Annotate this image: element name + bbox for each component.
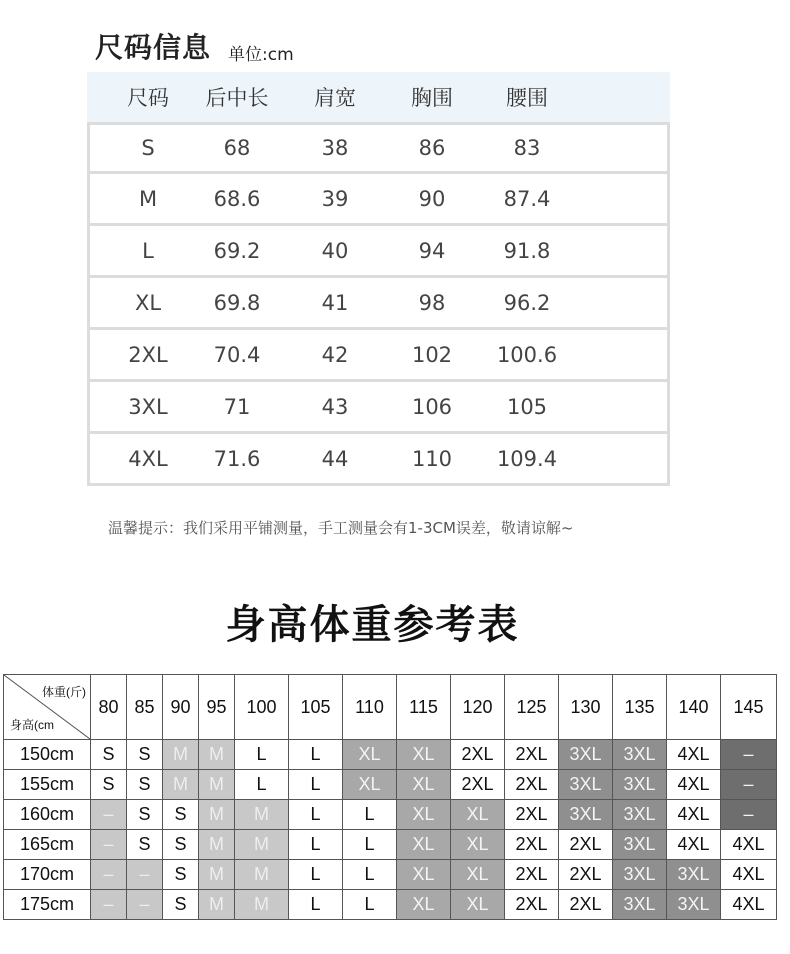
size-recommendation-cell: – (91, 800, 127, 830)
weight-header-cell: 140 (667, 675, 721, 740)
size-recommendation-cell: L (289, 770, 343, 800)
weight-header-cell: 105 (289, 675, 343, 740)
size-recommendation-cell: 4XL (667, 770, 721, 800)
size-info-unit: 单位:cm (228, 45, 294, 65)
size-recommendation-cell: XL (397, 890, 451, 920)
size-cell: 43 (321, 394, 349, 419)
size-recommendation-cell: – (91, 830, 127, 860)
height-cell: 170cm (4, 860, 91, 890)
size-recommendation-cell: L (289, 830, 343, 860)
weight-header-cell: 95 (199, 675, 235, 740)
size-recommendation-cell: XL (451, 860, 505, 890)
size-recommendation-cell: XL (397, 860, 451, 890)
height-weight-table (3, 674, 777, 920)
size-recommendation-cell: M (199, 800, 235, 830)
size-recommendation-cell: S (91, 770, 127, 800)
size-recommendation-cell: S (91, 740, 127, 770)
weight-header-cell: 130 (559, 675, 613, 740)
size-row (87, 278, 670, 330)
size-recommendation-cell: M (235, 800, 289, 830)
size-cell: 38 (321, 136, 349, 160)
size-recommendation-cell: M (199, 890, 235, 920)
size-recommendation-cell: L (289, 890, 343, 920)
size-cell: L (142, 238, 154, 263)
size-recommendation-cell: – (721, 770, 777, 800)
size-recommendation-cell: S (127, 740, 163, 770)
size-recommendation-cell: 3XL (667, 860, 721, 890)
size-cell: 98 (418, 290, 446, 315)
size-recommendation-cell: 2XL (559, 860, 613, 890)
size-row (87, 434, 670, 486)
size-cell: 83 (513, 136, 541, 160)
weight-header-cell: 110 (343, 675, 397, 740)
size-cell: S (141, 136, 155, 160)
height-row (4, 770, 777, 800)
size-cell: 3XL (128, 394, 168, 419)
size-recommendation-cell: 4XL (667, 740, 721, 770)
size-cell: 71.6 (213, 446, 261, 471)
weight-header-cell: 100 (235, 675, 289, 740)
size-row (87, 382, 670, 434)
size-recommendation-cell: 2XL (451, 770, 505, 800)
size-recommendation-cell: 2XL (559, 830, 613, 860)
size-recommendation-cell: L (235, 740, 289, 770)
height-row (4, 800, 777, 830)
height-row (4, 890, 777, 920)
size-recommendation-cell: L (343, 830, 397, 860)
size-recommendation-cell: S (163, 860, 199, 890)
size-recommendation-cell: 4XL (721, 860, 777, 890)
size-cell: 70.4 (213, 342, 261, 367)
size-recommendation-cell: 4XL (667, 800, 721, 830)
size-recommendation-cell: L (343, 860, 397, 890)
size-row (87, 226, 670, 278)
size-header-cell: 尺码 (127, 86, 169, 110)
size-recommendation-cell: L (289, 860, 343, 890)
size-recommendation-cell: XL (343, 770, 397, 800)
weight-header-cell: 90 (163, 675, 199, 740)
size-recommendation-cell: XL (397, 830, 451, 860)
size-recommendation-cell: 3XL (559, 770, 613, 800)
size-table-header (87, 72, 670, 122)
size-recommendation-cell: – (127, 890, 163, 920)
size-recommendation-cell: XL (451, 830, 505, 860)
size-table (87, 72, 670, 486)
size-cell: 106 (411, 394, 453, 419)
height-cell: 155cm (4, 770, 91, 800)
weight-header-cell: 145 (721, 675, 777, 740)
size-recommendation-cell: 2XL (505, 890, 559, 920)
size-recommendation-cell: 2XL (505, 770, 559, 800)
size-recommendation-cell: L (289, 740, 343, 770)
size-cell: 102 (411, 342, 453, 367)
size-recommendation-cell: 2XL (505, 740, 559, 770)
size-recommendation-cell: 3XL (613, 860, 667, 890)
size-recommendation-cell: S (127, 800, 163, 830)
size-recommendation-cell: – (721, 740, 777, 770)
reference-title: 身高体重参考表 (225, 602, 520, 648)
size-recommendation-cell: M (235, 890, 289, 920)
size-recommendation-cell: 2XL (559, 890, 613, 920)
size-cell: 91.8 (503, 238, 551, 263)
size-cell: 2XL (128, 342, 168, 367)
size-cell: 41 (321, 290, 349, 315)
size-cell: M (138, 186, 158, 211)
height-row (4, 740, 777, 770)
size-cell: 87.4 (503, 186, 551, 211)
size-recommendation-cell: 2XL (505, 830, 559, 860)
size-recommendation-cell: S (127, 830, 163, 860)
size-row (87, 174, 670, 226)
size-recommendation-cell: 3XL (559, 800, 613, 830)
height-cell: 175cm (4, 890, 91, 920)
height-cell: 160cm (4, 800, 91, 830)
size-header-cell: 腰围 (506, 86, 548, 110)
weight-header-cell: 120 (451, 675, 505, 740)
size-recommendation-cell: XL (451, 800, 505, 830)
size-header-cell: 肩宽 (314, 86, 356, 110)
size-cell: 105 (506, 394, 548, 419)
size-cell: 44 (321, 446, 349, 471)
size-recommendation-cell: 2XL (451, 740, 505, 770)
size-recommendation-cell: XL (397, 740, 451, 770)
size-cell: 94 (418, 238, 446, 263)
height-cell: 150cm (4, 740, 91, 770)
size-cell: 69.8 (213, 290, 261, 315)
size-cell: 69.2 (213, 238, 261, 263)
weight-header-cell: 85 (127, 675, 163, 740)
size-recommendation-cell: M (199, 860, 235, 890)
size-cell: 109.4 (496, 446, 558, 471)
weight-header-cell: 125 (505, 675, 559, 740)
size-cell: 68.6 (213, 186, 261, 211)
size-recommendation-cell: – (127, 860, 163, 890)
size-recommendation-cell: XL (397, 770, 451, 800)
weight-header-cell: 80 (91, 675, 127, 740)
size-info-title: 尺码信息 (95, 31, 212, 64)
corner-header (4, 675, 91, 740)
size-cell: 39 (321, 186, 349, 211)
size-cell: 90 (418, 186, 446, 211)
size-recommendation-cell: 3XL (667, 890, 721, 920)
size-recommendation-cell: 3XL (613, 830, 667, 860)
size-recommendation-cell: 3XL (613, 770, 667, 800)
size-recommendation-cell: XL (397, 800, 451, 830)
size-recommendation-cell: 2XL (505, 860, 559, 890)
size-recommendation-cell: M (235, 830, 289, 860)
size-recommendation-cell: L (235, 770, 289, 800)
size-recommendation-cell: M (163, 770, 199, 800)
size-recommendation-cell: 2XL (505, 800, 559, 830)
size-recommendation-cell: 3XL (613, 740, 667, 770)
size-cell: 4XL (128, 446, 168, 471)
size-cell: 96.2 (503, 290, 551, 315)
size-cell: 86 (418, 136, 446, 160)
size-recommendation-cell: 4XL (721, 830, 777, 860)
size-recommendation-cell: – (91, 890, 127, 920)
weight-header-cell: 135 (613, 675, 667, 740)
size-recommendation-cell: S (163, 800, 199, 830)
height-row (4, 860, 777, 890)
size-recommendation-cell: – (721, 800, 777, 830)
size-recommendation-cell: L (289, 800, 343, 830)
size-recommendation-cell: 3XL (613, 890, 667, 920)
height-row (4, 830, 777, 860)
size-recommendation-cell: M (235, 860, 289, 890)
size-recommendation-cell: S (163, 890, 199, 920)
size-recommendation-cell: L (343, 890, 397, 920)
size-recommendation-cell: XL (451, 890, 505, 920)
size-recommendation-cell: 4XL (721, 890, 777, 920)
size-recommendation-cell: M (199, 770, 235, 800)
height-axis-label: 身高(cm (10, 718, 54, 732)
size-recommendation-cell: 3XL (613, 800, 667, 830)
size-cell: 42 (321, 342, 349, 367)
size-row (87, 330, 670, 382)
size-recommendation-cell: 4XL (667, 830, 721, 860)
size-cell: 100.6 (496, 342, 558, 367)
weight-header-cell: 115 (397, 675, 451, 740)
size-recommendation-cell: S (127, 770, 163, 800)
size-recommendation-cell: 3XL (559, 740, 613, 770)
size-recommendation-cell: M (199, 830, 235, 860)
size-cell: 68 (223, 136, 251, 160)
size-cell: 40 (321, 238, 349, 263)
size-recommendation-cell: M (163, 740, 199, 770)
size-cell: 71 (223, 394, 251, 419)
size-cell: XL (134, 290, 162, 315)
size-header-cell: 后中长 (205, 86, 269, 110)
size-row (87, 122, 670, 174)
size-recommendation-cell: L (343, 800, 397, 830)
size-header-cell: 胸围 (411, 86, 453, 110)
size-recommendation-cell: M (199, 740, 235, 770)
height-cell: 165cm (4, 830, 91, 860)
measurement-note: 温馨提示：我们采用平铺测量，手工测量会有1-3CM误差，敬请谅解~ (108, 519, 574, 537)
size-cell: 110 (411, 446, 453, 471)
size-recommendation-cell: S (163, 830, 199, 860)
size-recommendation-cell: XL (343, 740, 397, 770)
weight-axis-label: 体重(斤) (42, 685, 86, 699)
size-recommendation-cell: – (91, 860, 127, 890)
